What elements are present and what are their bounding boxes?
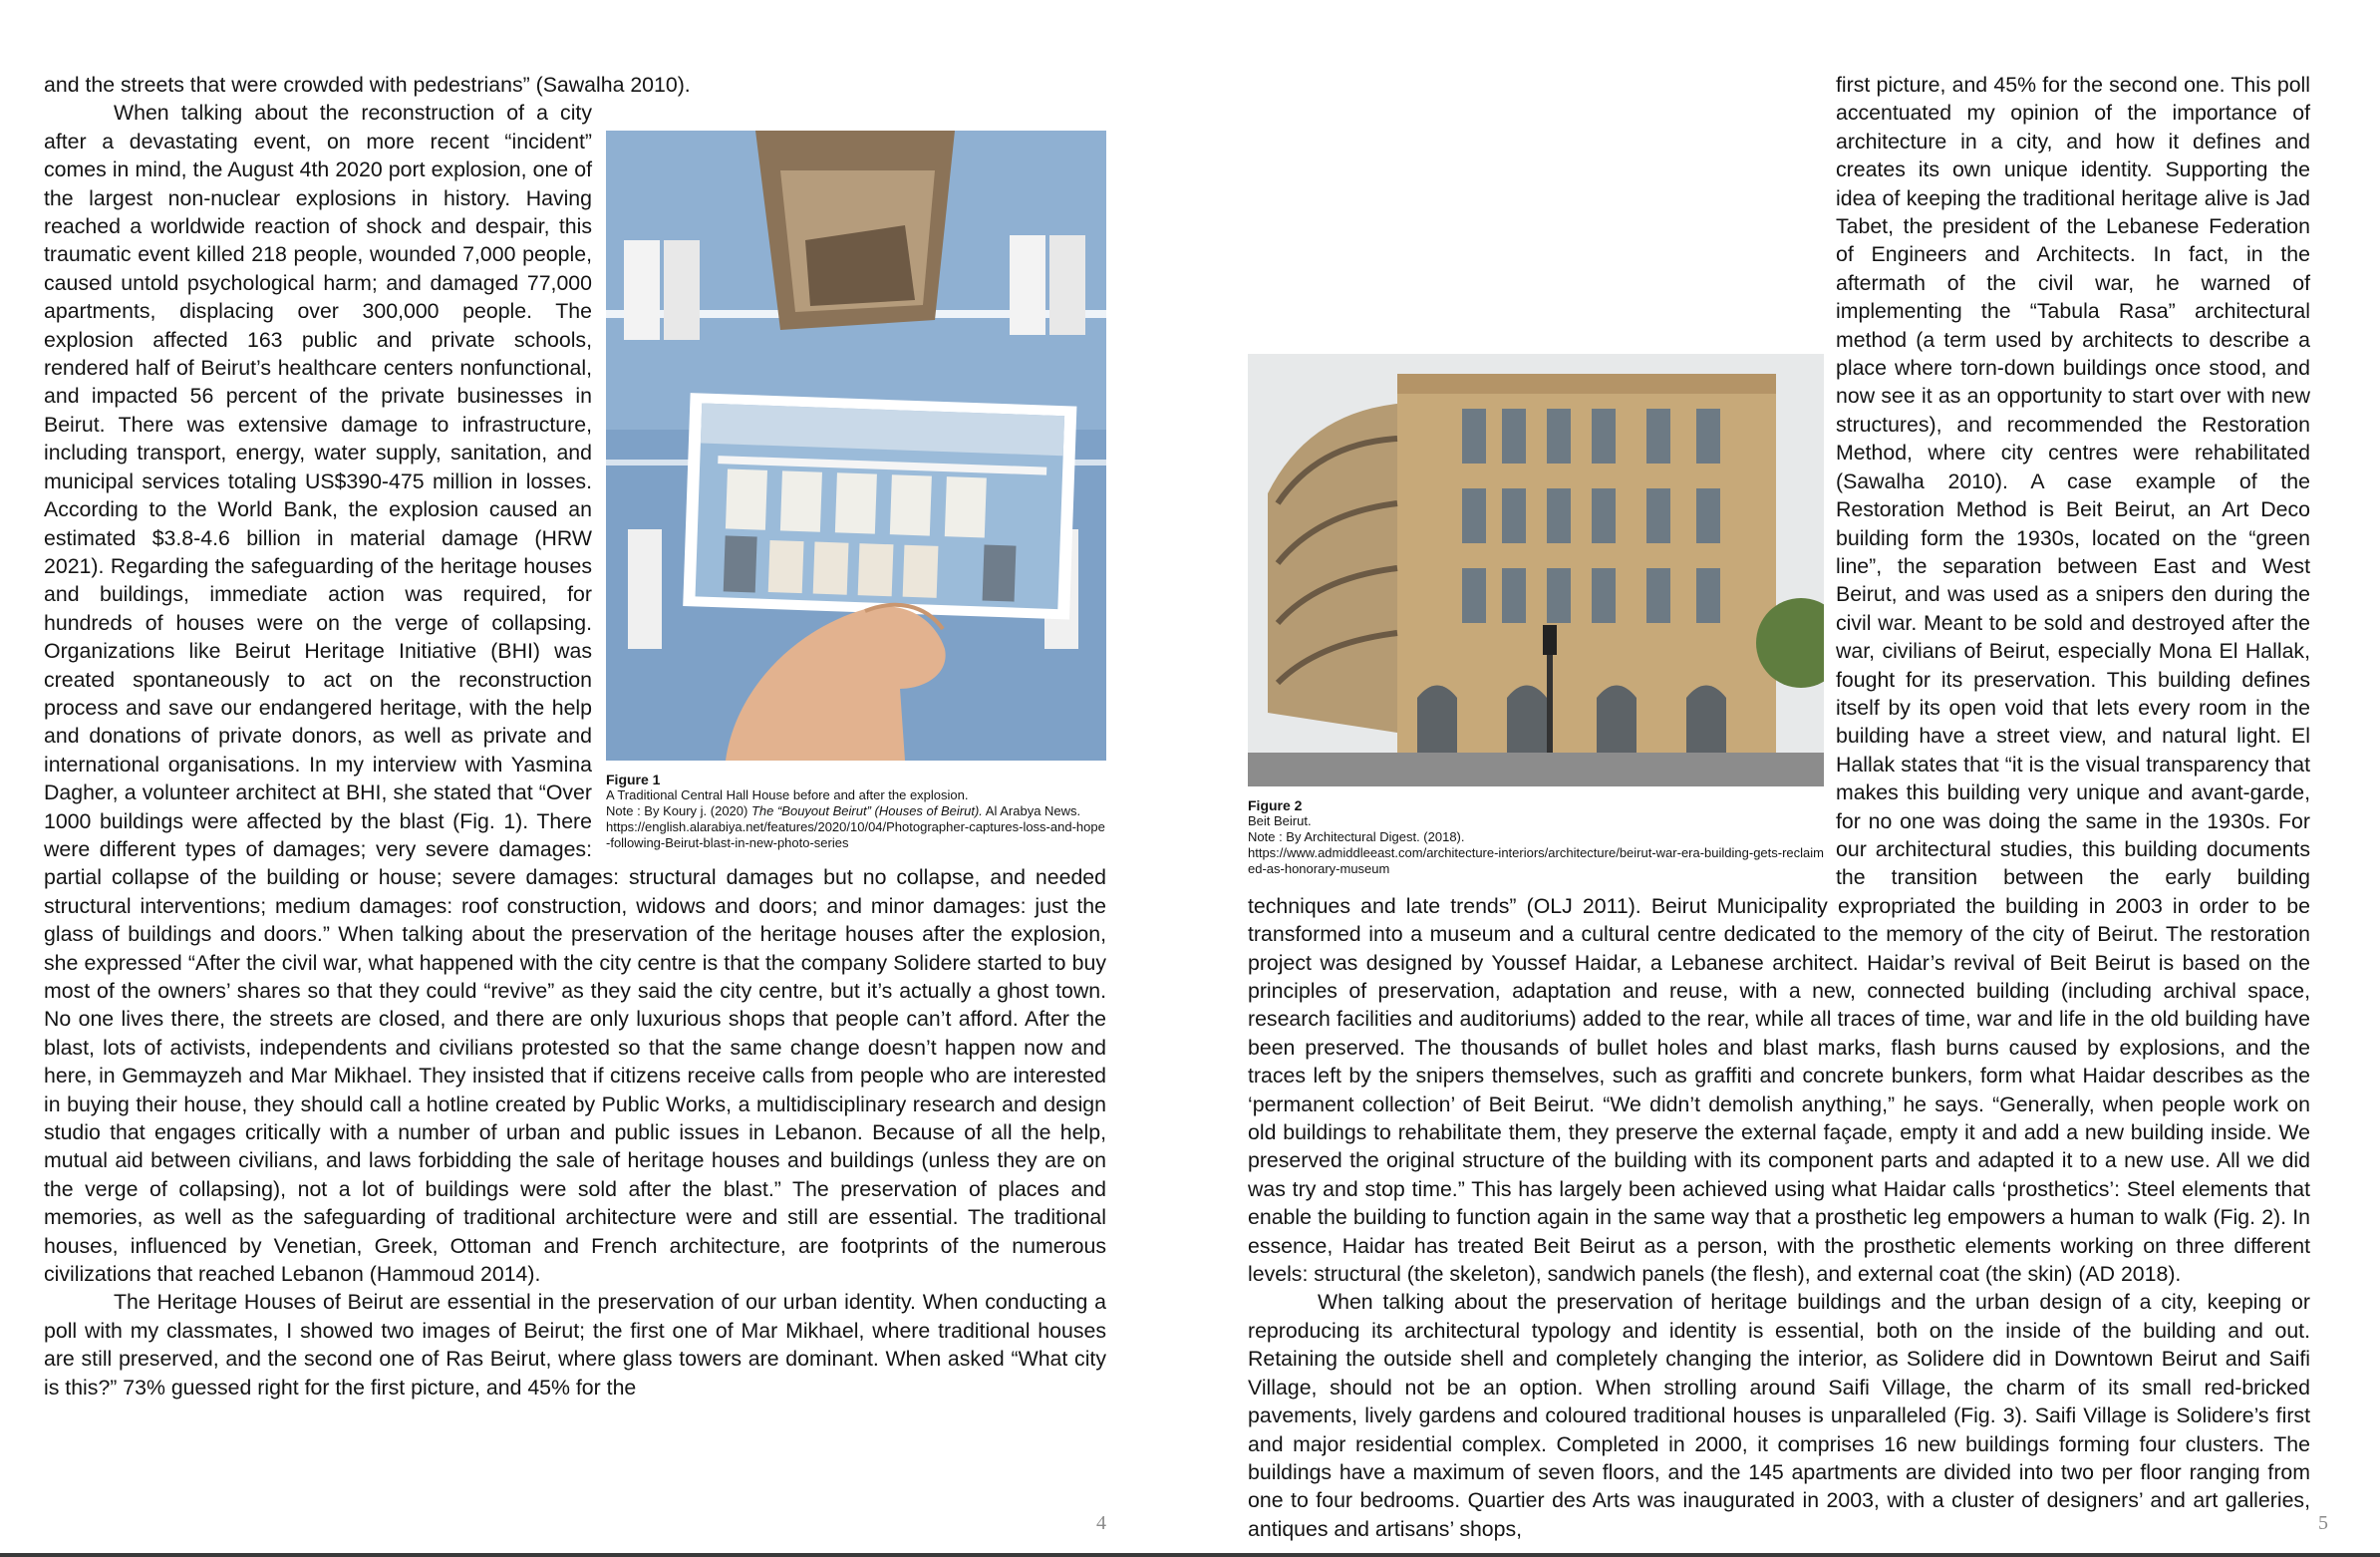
figure-link[interactable]: https://www.admiddleeast.com/architecture-interiors/architecture/beirut-war-era-building-gets-reclaimed-as-honorary-museum xyxy=(1248,845,1824,876)
figure-label: Figure 1 xyxy=(606,772,661,788)
paragraph: and the streets that were crowded with pedestrians” (Sawalha 2010). xyxy=(44,73,691,97)
page-5 xyxy=(1190,0,2380,1557)
page-number: 4 xyxy=(1096,1512,1106,1534)
figure-1-caption xyxy=(606,772,1106,851)
text-column xyxy=(1248,71,2310,1543)
figure-caption-text: A Traditional Central Hall House before and after the explosion. xyxy=(606,787,969,803)
paragraph: first picture, and 45% for the second one. This poll accentuated my opinion of the importance of architecture in a city, and how it defines and creates its own unique identity. Supporting the idea of keeping the traditional heritage alive is Jad Tabet, the president of the Lebanese Federation of Engineers and Architects. In fact, in the aftermath of the civil war, he warned of implementing the “Tabula Rasa” architectural method (a term used by architects to describe a place where torn-down buildings once stood, and now see it as an opportunity to start over with new structures), and recommended the Restoration Method, where city centres were rehabilitated (Sawalha 2010). A case example of the Restoration Method is Beit Beirut, an Art Deco building form the 1930s, located on the “green line”, the separation between East and West Beirut, and was used as a snipers den during the civil war. Meant to be sold and destroyed after the war, civilians of Beirut, especially Mona El Hallak, fought for its preservation. This building defines itself by its open void that lets every room in the building have a street view, and natural light. El Hallak states that “it is the visual transparency that makes this building very unique and avant-garde, for no one was doing the same in the 1930s. For our architectural studies, this building documents the transition between the early building techniques and late trends” (OLJ 2011). Beirut Municipality expropriated the building in 2003 in order to be transformed into a museum and a cultural centre dedicated to the memory of the city of Beirut. The restoration project was designed by Youssef Haidar, a Lebanese architect. Haidar’s revival of Beit Beirut is based on the principles of preservation, adaptation and reuse, with a new, connected building (including archival space, research facilities and auditoriums) added to the rear, while all traces of time, war and life in the old building have been preserved. The thousands of bullet holes and blast marks, flash burns caused by explosions, and the traces left by the snipers themselves, such as graffiti and concrete bunkers, form what Haidar describes as the ‘permanent collection’ of Beit Beirut. “We didn’t demolish anything,” he says. “Generally, when people work on old buildings to rehabilitate them, they preserve the external façade, empty it and add a new building inside. We preserved the original structure of the building with its component parts and adapted it to a new use. All we did was try and stop time.” This has largely been achieved using what Haidar calls ‘prosthetics’: Steel elements that enable the building to function again in the same way that a prosthetic leg empowers a human to walk (Fig. 2). In essence, Haidar has treated Beit Beirut as a person, with the prosthetic elements working on three different levels: structural (the skeleton), sandwich panels (the flesh), and external coat (the skin) (AD 2018). xyxy=(1248,73,2310,1287)
note-suffix: Al Arabya News. xyxy=(982,803,1081,819)
figure-label: Figure 2 xyxy=(1248,797,1303,813)
figure-link[interactable]: https://english.alarabiya.net/features/2020/10/04/Photographer-captures-loss-and-hope-following-Beirut-blast-in-new-photo-series xyxy=(606,819,1105,851)
paragraph: When talking about the preservation of heritage buildings and the urban design of a city, keeping or reproducing its architectural typology and identity is essential, both on the inside of the building and out. Retaining the outside shell and completely changing the interior, as Solidere did in Downtown Beirut and Saifi Village, should not be an option. When strolling around Saifi Village, the charm of its small red-bricked pavements, lively gardens and coloured traditional houses is unparalleled (Fig. 3). Saifi Village is Solidere’s first and major residential complex. Completed in 2000, it comprises 16 new buildings forming four clusters. The buildings have a maximum of seven floors, and the 145 apartments are divided into two per floor ranging from one to four bedrooms. Quartier des Arts was inaugurated in 2003, with a cluster of designers’ and art galleries, antiques and artisans’ shops, xyxy=(1248,1290,2310,1541)
photo-hand-holding-house-photo xyxy=(606,131,1106,761)
paragraph: When talking about the reconstruction of a city after a devastating event, on more recent “incident” comes in mind, the August 4th 2020 port explosion, one of the largest non-nuclear explosions in history. Having reached a worldwide reaction of shock and despair, this traumatic event killed 218 people, wounded 7,000 people, caused untold psychological harm; and damaged 77,000 apartments, displacing over 300,000 people. The explosion affected 163 public and private schools, rendered half of Beirut’s healthcare centers nonfunctional, and impacted 56 percent of the private businesses in Beirut. There was extensive damage to infrastructure, including transport, energy, water supply, sanitation, and municipal services totaling US$390-475 million in losses. According to the World Bank, the explosion caused an estimated $3.8-4.6 billion in material damage (HRW 2021). Regarding the safeguarding of the heritage houses and buildings, immediate action was required, for hundreds of houses were on the verge of collapsing. Organizations like Beirut Heritage Initiative (BHI) was created spontaneously to act on the reconstruction process and save our endangered heritage, with the help and donations of private donors, as well as private and international organisations. In my interview with Yasmina Dagher, a volunteer architect at BHI, she stated that “Over 1000 buildings were affected by the blast (Fig. 1). There were different types of damages; very severe damages: partial collapse of the building or house; severe damages: structural damages but no collapse, and needed structural interventions; medium damages: roof construction, widows and doors; and minor damages: just the glass of buildings and doors.” When talking about the preservation of the heritage houses after the explosion, she expressed “After the civil war, what happened with the city centre is that the company Solidere started to buy most of the owners’ shares so that they could “revive” as they said the city centre, but it’s actually a ghost town. No one lives there, the streets are closed, and there are only luxurious shops that people can’t afford. After the blast, lots of activists, independents and civilians protested so that the same change doesn’t happen now and here, in Gemmayzeh and Mar Mikhael. They insisted that if citizens receive calls from people who are interested in buying their house, they should call a hotline created by Public Works, a multidisciplinary research and design studio that engages critically with a number of urban and public issues in Lebanon. Because of all the help, mutual aid between civilians, and laws forbidding the sale of heritage houses and buildings (unless they are on the verge of collapsing), not a lot of buildings were sold after the blast.” The preservation of places and memories, as well as the safeguarding of traditional architecture were and still are essential. The traditional houses, influenced by Venetian, Greek, Ottoman and French architecture, are footprints of the numerous civilizations that reached Lebanon (Hammoud 2014). xyxy=(44,101,1106,1287)
figure-caption-text: Beit Beirut. xyxy=(1248,813,1312,828)
figure-note: Note : By Architectural Digest. (2018). xyxy=(1248,829,1465,844)
figure-1 xyxy=(606,131,1106,851)
note-prefix: Note : By Koury j. (2020) xyxy=(606,803,751,819)
figure-note xyxy=(606,803,1106,819)
bottom-edge-bar xyxy=(0,1553,2380,1557)
photo-beit-beirut xyxy=(1248,354,1824,786)
paragraph: The Heritage Houses of Beirut are essential in the preservation of our urban identity. When conducting a poll with my classmates, I showed two images of Beirut; the first one of Mar Mikhael, where traditional houses are still preserved, and the second one of Ras Beirut, where glass towers are dominant. When asked “What city is this?” 73% guessed right for the first picture, and 45% for the xyxy=(44,1290,1106,1400)
note-source: The “Bouyout Beirut” (Houses of Beirut). xyxy=(750,803,983,819)
text-column xyxy=(44,71,1106,1401)
page-number: 5 xyxy=(2318,1512,2328,1534)
figure-2-caption xyxy=(1248,797,1824,877)
figure-2 xyxy=(1248,354,1824,877)
